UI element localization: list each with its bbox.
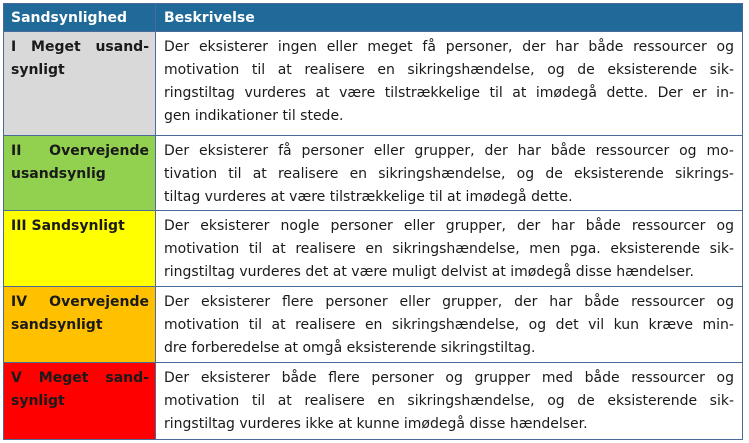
description-line: ringstiltag vurderes det at være muligt delvist at imødegå disse hændelser.	[164, 264, 694, 280]
description-line: Der eksisterer både flere personer og grupper med både ressourcer og	[164, 370, 734, 386]
row-label-cell	[4, 32, 156, 135]
description-line: Der eksisterer få personer eller grupper, der har både ressourcer og mo-	[164, 143, 734, 159]
table-row	[4, 287, 742, 363]
row-description	[156, 287, 742, 362]
description-line: motivation til at realisere en sikringshændelse, men pga. eksisterende sik-	[164, 241, 734, 257]
table-row	[4, 136, 742, 211]
row-label-cell	[4, 287, 156, 362]
description-line: gen indikationer til stede.	[164, 108, 344, 124]
row-description	[156, 136, 742, 210]
probability-table	[3, 3, 743, 440]
description-line: motivation til at realisere en sikringshændelse, og de eksisterende sik-	[164, 393, 734, 409]
row-label: I Meget usand-synligt	[11, 39, 149, 78]
description-line: tivation til at realisere en sikringshændelse, og de eksisterende sikrings-	[164, 166, 734, 182]
row-label: III Sandsynligt	[11, 218, 125, 234]
table-row	[4, 32, 742, 136]
row-description	[156, 32, 742, 135]
row-label: II Overvejende usandsynlig	[11, 143, 149, 182]
row-label: IV Overvejende sandsynligt	[11, 294, 149, 333]
description-line: Der eksisterer flere personer eller grupper, der har både ressourcer og	[164, 294, 734, 310]
description-line: dre forberedelse at omgå eksisterende sikringstiltag.	[164, 340, 536, 356]
row-description	[156, 363, 742, 439]
row-label-cell	[4, 211, 156, 286]
row-label: V Meget sand-synligt	[11, 370, 149, 409]
row-label-cell	[4, 136, 156, 210]
header-sandsynlighed: Sandsynlighed	[4, 4, 156, 31]
header-beskrivelse: Beskrivelse	[164, 10, 255, 26]
table-header-row	[4, 4, 742, 32]
description-line: motivation til at realisere en sikringshændelse, og de eksisterende sik-	[164, 62, 734, 78]
description-line: motivation til at realisere en sikringshændelse, og det vil kun kræve min-	[164, 317, 734, 333]
description-line: tiltag vurderes at være tilstrækkelige til at imødegå dette.	[164, 189, 573, 205]
description-line: ringstiltag vurderes ikke at kunne imødegå disse hændelser.	[164, 416, 588, 432]
description-line: Der eksisterer nogle personer eller grupper, der har både ressourcer og	[164, 218, 734, 234]
row-label-cell	[4, 363, 156, 439]
description-line: ringstiltag vurderes at være tilstrækkelige til at imødegå dette. Der er in-	[164, 85, 734, 101]
table-row	[4, 211, 742, 287]
row-description	[156, 211, 742, 286]
table-row	[4, 363, 742, 439]
description-line: Der eksisterer ingen eller meget få personer, der har både ressourcer og	[164, 39, 734, 55]
